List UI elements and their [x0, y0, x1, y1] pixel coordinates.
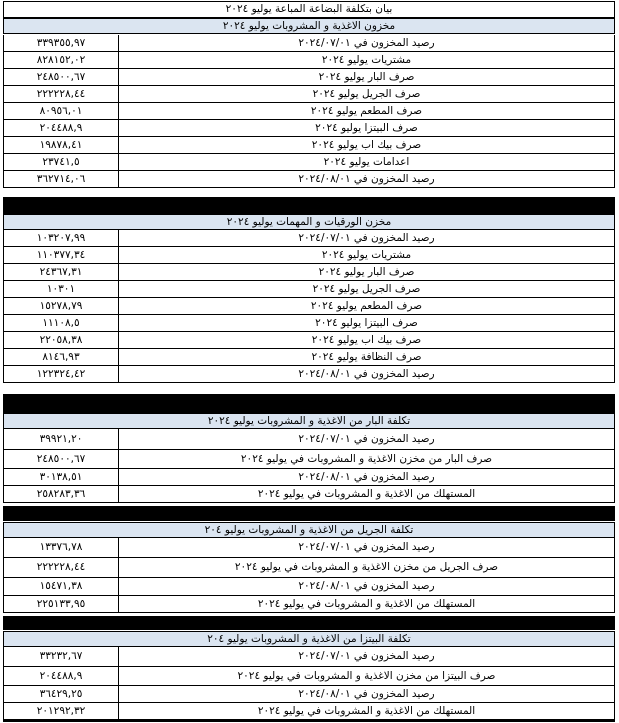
table-row [3, 230, 615, 247]
table-row [3, 596, 615, 613]
amount-cell: ٢٢٠٥٨,٣٨ [4, 332, 119, 348]
amount-cell: ١٥٢٧٨,٧٩ [4, 298, 119, 314]
description-cell: صرف البيتزا يوليو ٢٠٢٤ [315, 122, 418, 134]
description-cell: المستهلك من الاغذية و المشروبات في يوليو ٢٠٢٤ [257, 488, 476, 500]
description-cell: صرف الجريل يوليو ٢٠٢٤ [312, 283, 421, 295]
table-row [3, 86, 615, 103]
table-row [3, 103, 615, 120]
table-row [3, 154, 615, 171]
table-row [3, 578, 615, 596]
amount-cell: ٢٥٨٢٨٣,٣٦ [4, 486, 119, 502]
section-separator [3, 506, 615, 521]
amount-cell: ٣٦٤٢٩,٢٥ [4, 686, 119, 702]
description-cell: صرف بيك اب يوليو ٢٠٢٤ [311, 139, 422, 151]
amount-cell: ١٠٣٠١ [4, 281, 119, 297]
section-header: مخزن الورقيات و المهمات يوليو ٢٠٢٤ [3, 214, 615, 230]
table-row [3, 667, 615, 686]
table-row [3, 349, 615, 366]
table-row [3, 558, 615, 578]
description-cell: المستهلك من الاغذية و المشروبات في يوليو ٢٠٢٤ [257, 705, 476, 717]
amount-cell: ٢٤٨٥٠٠,٦٧ [4, 450, 119, 468]
amount-cell: ٢٢٢٢٢٨,٤٤ [4, 86, 119, 102]
description-cell: رصيد المخزون في ٢٠٢٤/٠٧/٠١ [298, 232, 435, 244]
description-cell: صرف البيتزا من مخزن الاغذية و المشروبات في يوليو ٢٠٢٤ [237, 670, 496, 682]
amount-cell: ٢٤٣٦٧,٣١ [4, 264, 119, 280]
amount-cell: ٢٢٥١٣٣,٩٥ [4, 596, 119, 612]
amount-cell: ١٢٢٣٢٤,٤٢ [4, 366, 119, 382]
amount-cell: ٨٠٩٥٦,٠١ [4, 103, 119, 119]
amount-cell: ٢٠٤٤٨٨,٩ [4, 120, 119, 136]
description-cell: صرف البار يوليو ٢٠٢٤ [318, 266, 415, 278]
table-row [3, 703, 615, 720]
amount-cell: ٨٢٨١٥٢,٠٢ [4, 52, 119, 68]
description-cell: صرف الجريل يوليو ٢٠٢٤ [312, 88, 421, 100]
description-cell: صرف المطعم يوليو ٢٠٢٤ [310, 300, 423, 312]
amount-cell: ٣٣٢٣٢,٦٧ [4, 647, 119, 666]
table-row [3, 120, 615, 137]
description-cell: صرف البار من مخزن الاغذية و المشروبات في يوليو ٢٠٢٤ [240, 453, 493, 465]
description-cell: صرف بيك اب يوليو ٢٠٢٤ [311, 334, 422, 346]
table-row [3, 52, 615, 69]
section-header: مخزون الاغذية و المشروبات يوليو ٢٠٢٤ [3, 18, 615, 34]
section-separator [3, 616, 615, 630]
table-row [3, 171, 615, 188]
amount-cell: ١٣٣٧٦,٧٨ [4, 538, 119, 557]
table-row [3, 429, 615, 450]
section-header: تكلفة البار من الاغذية و المشروبات يوليو ٢٠٢٤ [3, 413, 615, 429]
amount-cell: ٢٠١٢٩٢,٣٢ [4, 703, 119, 719]
amount-cell: ٨١٤٦,٩٣ [4, 349, 119, 365]
amount-cell: ١١٠٣٧٧,٣٤ [4, 247, 119, 263]
description-cell: رصيد المخزون في ٢٠٢٤/٠٧/٠١ [298, 541, 435, 553]
report-title: بيان بتكلفة البضاعة المباعة يوليو ٢٠٢٤ [3, 1, 615, 18]
amount-cell: ١٠٣٢٠٧,٩٩ [4, 230, 119, 246]
amount-cell: ١٥٤٧١,٣٨ [4, 578, 119, 595]
description-cell: رصيد المخزون في ٢٠٢٤/٠٨/٠١ [298, 580, 435, 592]
description-cell: رصيد المخزون في ٢٠٢٤/٠٧/٠١ [298, 37, 435, 49]
section-header: تكلفة البيتزا من الاغذية و المشروبات يوليو ٢٠٤ [3, 631, 615, 647]
amount-cell: ٢٤٨٥٠٠,٦٧ [4, 69, 119, 85]
table-row [3, 137, 615, 154]
table-row [3, 264, 615, 281]
table-row [3, 315, 615, 332]
description-cell: رصيد المخزون في ٢٠٢٤/٠٨/٠١ [298, 688, 435, 700]
table-row [3, 366, 615, 383]
amount-cell: ٣٦٢٧١٤,٠٦ [4, 171, 119, 187]
table-bottom-border [3, 720, 615, 722]
table-row [3, 538, 615, 558]
table-row [3, 69, 615, 86]
description-cell: مشتريات يوليو ٢٠٢٤ [321, 249, 412, 261]
description-cell: مشتريات يوليو ٢٠٢٤ [321, 54, 412, 66]
table-row [3, 469, 615, 486]
amount-cell: ٣٠١٣٨,٥١ [4, 469, 119, 485]
amount-cell: ٢٢٢٢٢٨,٤٤ [4, 558, 119, 577]
amount-cell: ٢٠٤٤٨٨,٩ [4, 667, 119, 685]
amount-cell: ٣٩٩٢١,٢٠ [4, 429, 119, 449]
description-cell: صرف البار يوليو ٢٠٢٤ [318, 71, 415, 83]
description-cell: رصيد المخزون في ٢٠٢٤/٠٨/٠١ [298, 173, 435, 185]
table-row [3, 247, 615, 264]
table-row [3, 450, 615, 469]
table-row [3, 486, 615, 503]
table-row [3, 686, 615, 703]
description-cell: اعدامات يوليو ٢٠٢٤ [323, 156, 410, 168]
table-row [3, 35, 615, 52]
amount-cell: ٢٣٧٤١,٥ [4, 154, 119, 170]
description-cell: صرف المطعم يوليو ٢٠٢٤ [310, 105, 423, 117]
table-row [3, 647, 615, 667]
section-header: تكلفة الجريل من الاغذية و المشروبات يوليو ٢٠٤ [3, 522, 615, 538]
section-separator [3, 197, 615, 214]
description-cell: المستهلك من الاغذية و المشروبات في يوليو ٢٠٢٤ [257, 598, 476, 610]
table-row [3, 332, 615, 349]
description-cell: صرف الجريل من مخزن الاغذية و المشروبات في يوليو ٢٠٢٤ [234, 561, 499, 573]
amount-cell: ٣٣٩٣٥٥,٩٧ [4, 35, 119, 51]
table-row [3, 281, 615, 298]
description-cell: رصيد المخزون في ٢٠٢٤/٠٧/٠١ [298, 433, 435, 445]
amount-cell: ١١١٠٨,٥ [4, 315, 119, 331]
amount-cell: ١٩٨٧٨,٤١ [4, 137, 119, 153]
description-cell: رصيد المخزون في ٢٠٢٤/٠٧/٠١ [298, 650, 435, 662]
description-cell: صرف النظافة يوليو ٢٠٢٤ [311, 351, 422, 363]
description-cell: رصيد المخزون في ٢٠٢٤/٠٨/٠١ [298, 368, 435, 380]
description-cell: رصيد المخزون في ٢٠٢٤/٠٨/٠١ [298, 471, 435, 483]
description-cell: صرف البيتزا يوليو ٢٠٢٤ [315, 317, 418, 329]
table-row [3, 298, 615, 315]
section-separator [3, 394, 615, 413]
